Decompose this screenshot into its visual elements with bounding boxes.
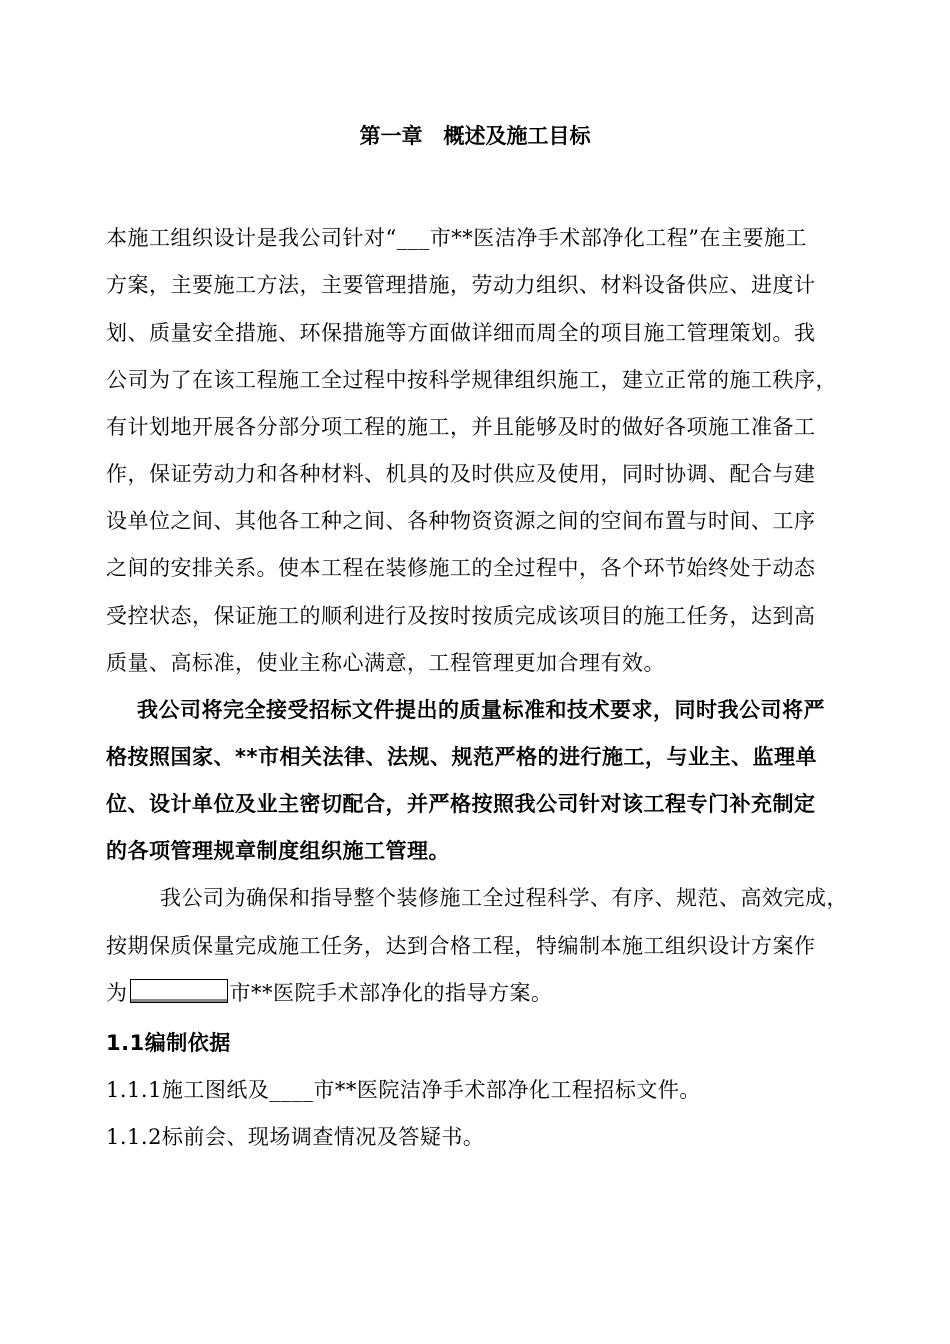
list-item: 1.1.2标前会、现场调查情况及答疑书。 bbox=[106, 1125, 485, 1149]
paragraph-3-line-1: 我公司为确保和指导整个装修施工全过程科学、有序、规范、高效完成， bbox=[160, 886, 848, 910]
paragraph-2-line-4: 的各项管理规章制度组织施工管理。 bbox=[106, 839, 450, 863]
paragraph-1-line-2: 方案，主要施工方法，主要管理措施，劳动力组织、材料设备供应、进度计 bbox=[106, 273, 816, 297]
paragraph-1-line-1: 本施工组织设计是我公司针对“___市**医洁净手术部净化工程”在主要施工 bbox=[106, 226, 807, 250]
paragraph-1-line-9: 受控状态，保证施工的顺利进行及按时按质完成该项目的施工任务，达到高 bbox=[106, 604, 816, 628]
paragraph-1-line-4: 公司为了在该工程施工全过程中按科学规律组织施工，建立正常的施工秩序， bbox=[106, 368, 837, 392]
paragraph-3-prefix: 为 bbox=[106, 981, 128, 1005]
paragraph-3-suffix: 市**医院手术部净化的指导方案。 bbox=[229, 981, 553, 1005]
paragraph-1-line-7: 设单位之间、其他各工种之间、各种物资资源之间的空间布置与时间、工序 bbox=[106, 509, 816, 533]
paragraph-1-line-5: 有计划地开展各分部分项工程的施工，并且能够及时的做好各项施工准备工 bbox=[106, 415, 816, 439]
section-heading: 1.1编制依据 bbox=[106, 1031, 231, 1055]
paragraph-3-line-2: 按期保质保量完成施工任务，达到合格工程，特编制本施工组织设计方案作 bbox=[106, 934, 816, 958]
paragraph-2-line-2: 格按照国家、**市相关法律、法规、规范严格的进行施工，与业主、监理单 bbox=[106, 745, 817, 769]
list-item: 1.1.1施工图纸及____市**医院洁净手术部净化工程招标文件。 bbox=[106, 1078, 701, 1102]
blank-fill-box bbox=[130, 979, 228, 1003]
paragraph-1-line-6: 作，保证劳动力和各种材料、机具的及时供应及使用，同时协调、配合与建 bbox=[106, 462, 816, 486]
paragraph-1-line-3: 划、质量安全措施、环保措施等方面做详细而周全的项目施工管理策划。我 bbox=[106, 321, 816, 345]
paragraph-2-line-3: 位、设计单位及业主密切配合，并严格按照我公司针对该工程专门补充制定 bbox=[106, 792, 816, 816]
chapter-title: 第一章 概述及施工目标 bbox=[359, 124, 591, 148]
paragraph-2-line-1: 我公司将完全接受招标文件提出的质量标准和技术要求，同时我公司将严 bbox=[137, 698, 825, 722]
paragraph-1-line-10: 质量、高标准，使业主称心满意，工程管理更加合理有效。 bbox=[106, 651, 665, 675]
paragraph-1-line-8: 之间的安排关系。使本工程在装修施工的全过程中，各个环节始终处于动态 bbox=[106, 556, 816, 580]
paragraph-3-line-3 bbox=[106, 977, 553, 1007]
